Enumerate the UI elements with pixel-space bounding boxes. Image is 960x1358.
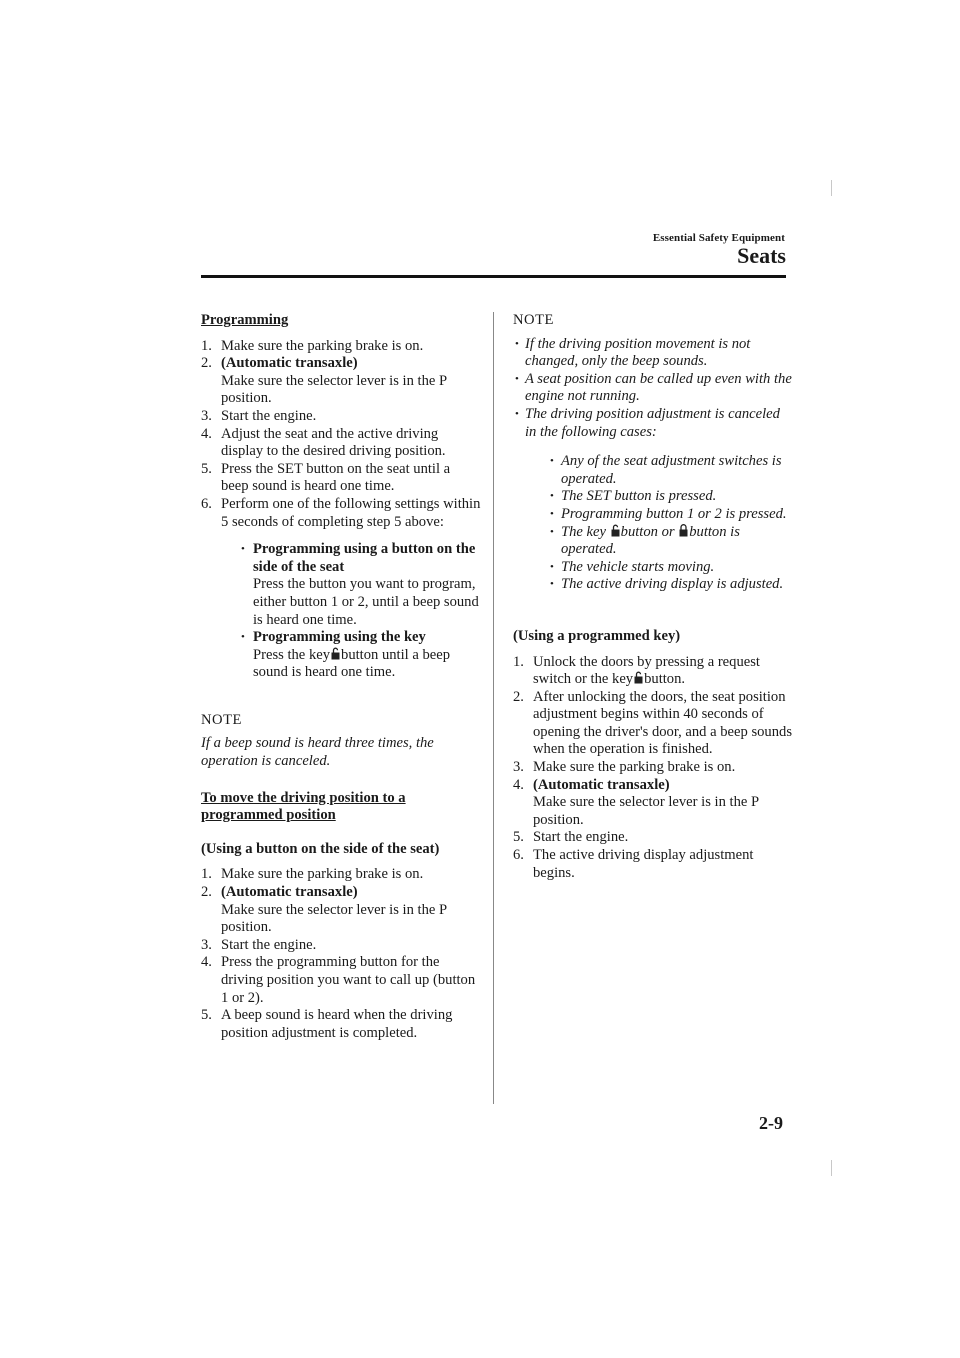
move-heading: To move the driving position to a programmed position xyxy=(201,789,406,824)
list-item: • The SET button is pressed. xyxy=(550,488,717,505)
left-column xyxy=(201,312,481,1042)
list-item: • The driving position adjustment is canceled in the following cases: • Any of the seat adjustment switches is operated. • The SET button is pressed. • Programming button 1 or 2 is pressed. • The key button or button is operated. • The vehicle starts moving. • The active driving display is adjusted. xyxy=(513,406,793,594)
unlock-key-icon xyxy=(611,524,620,537)
list-item: 6. Perform one of the following settings within 5 seconds of completing step 5 above: • Programming using a button on the side of the seat Press the button you want to program, either button 1 or 2, until a beep sound is heard one time. • Programming using the key Press the key button until a beep sound is heard one time. xyxy=(201,495,481,681)
page-number: 2-9 xyxy=(759,1113,783,1133)
cancel-cases xyxy=(545,453,793,594)
list-item: • A seat position can be called up even with the engine not running. xyxy=(515,370,792,405)
list-item: 2. (Automatic transaxle) Make sure the selector lever is in the P position. xyxy=(201,884,447,936)
list-item: 5. A beep sound is heard when the driving position adjustment is completed. xyxy=(201,1007,453,1041)
lock-key-icon xyxy=(679,524,688,537)
unlock-key-icon xyxy=(331,647,340,660)
right-column xyxy=(513,312,793,882)
note-label: NOTE xyxy=(201,711,242,728)
bullet-icon: • xyxy=(550,560,554,573)
header-rule xyxy=(201,275,786,278)
note-label: NOTE xyxy=(513,312,554,328)
programmed-key-heading: (Using a programmed key) xyxy=(513,627,681,644)
list-item: • Programming button 1 or 2 is pressed. xyxy=(550,505,787,522)
list-item: 1. Make sure the parking brake is on. xyxy=(201,866,424,883)
list-item: • Any of the seat adjustment switches is operated. xyxy=(550,453,782,487)
list-item: 1. Make sure the parking brake is on. xyxy=(201,337,424,354)
move-steps xyxy=(201,866,481,1042)
list-item: • If the driving position movement is not changed, only the beep sounds. xyxy=(515,335,751,370)
list-item: 6. The active driving display adjustment begins. xyxy=(513,847,754,881)
bullet-icon: • xyxy=(515,407,519,420)
list-item: 3. Start the engine. xyxy=(201,936,317,953)
crop-mark-top xyxy=(831,180,832,196)
list-item: 3. Make sure the parking brake is on. xyxy=(513,759,736,776)
bullet-icon: • xyxy=(241,631,245,644)
list-item: • The vehicle starts moving. xyxy=(550,558,715,575)
bullet-icon: • xyxy=(550,525,554,538)
crop-mark-bottom xyxy=(831,1160,832,1176)
option-button: • Programming using a button on the side of the seat Press the button you want to program, either button 1 or 2, until a beep sound is heard one time. xyxy=(241,541,479,628)
programming-steps xyxy=(201,338,481,682)
list-item: 5. Start the engine. xyxy=(513,829,629,846)
section-header: Essential Safety Equipment xyxy=(652,232,785,244)
bullet-icon: • xyxy=(550,455,554,468)
list-item: • The key button or button is operated. xyxy=(550,523,740,558)
key-steps xyxy=(513,654,793,883)
list-item: 4. Adjust the seat and the active driving display to the desired driving position. xyxy=(201,425,446,460)
list-item: 2. (Automatic transaxle) Make sure the selector lever is in the P position. xyxy=(201,355,447,407)
bullet-icon: • xyxy=(515,372,519,385)
list-item: 3. Start the engine. xyxy=(201,407,317,424)
note-list xyxy=(513,336,793,594)
list-item: 1. Unlock the doors by pressing a request switch or the key button. xyxy=(513,653,760,688)
list-item: 2. After unlocking the doors, the seat position adjustment begins within 40 seconds of opening the driver's door, and a beep sounds when the operation is finished. xyxy=(513,688,792,758)
list-item: 5. Press the SET button on the seat until a beep sound is heard one time. xyxy=(201,460,451,495)
programming-options xyxy=(241,541,481,682)
bullet-icon: • xyxy=(550,507,554,520)
side-button-heading: (Using a button on the side of the seat) xyxy=(201,840,440,857)
column-divider xyxy=(493,312,494,1104)
bullet-icon: • xyxy=(515,337,519,350)
page-title: Seats xyxy=(737,243,786,268)
list-item: 4. (Automatic transaxle) Make sure the selector lever is in the P position. xyxy=(513,776,759,828)
unlock-key-icon xyxy=(634,671,643,684)
bullet-icon: • xyxy=(241,543,245,556)
bullet-icon: • xyxy=(550,578,554,591)
option-key: • Programming using the key Press the key button until a beep sound is heard one time. xyxy=(241,629,451,681)
programming-heading: Programming xyxy=(201,312,289,328)
note-text: If a beep sound is heard three times, the operation is canceled. xyxy=(201,735,434,770)
bullet-icon: • xyxy=(550,490,554,503)
list-item: • The active driving display is adjusted. xyxy=(550,576,784,593)
list-item: 4. Press the programming button for the driving position you want to call up (button 1 or 2). xyxy=(201,954,476,1006)
